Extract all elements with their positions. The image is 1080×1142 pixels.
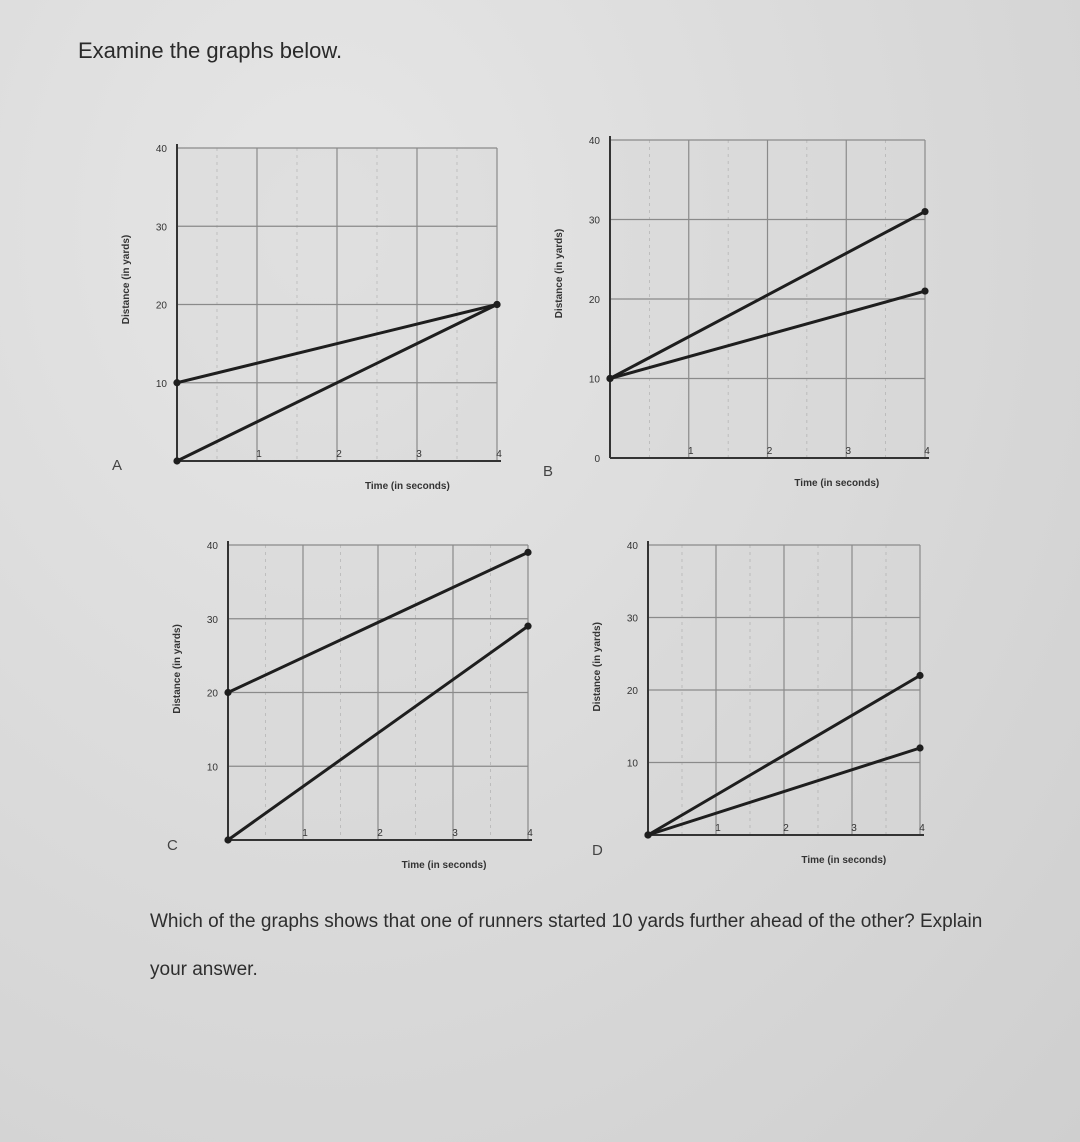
data-point xyxy=(921,208,928,215)
x-tick-label: 1 xyxy=(687,446,694,457)
x-tick-label: 1 xyxy=(302,828,308,839)
x-tick-label: 4 xyxy=(496,449,502,460)
data-point xyxy=(524,549,531,556)
x-tick-label: 4 xyxy=(924,446,930,457)
y-tick-label: 30 xyxy=(626,613,638,625)
graph-c xyxy=(167,541,533,871)
y-tick-label: 20 xyxy=(588,295,600,306)
y-tick-label: 20 xyxy=(626,686,638,697)
x-tick-label: 2 xyxy=(336,449,342,460)
y-tick-label: 10 xyxy=(206,762,218,774)
question-text: Which of the graphs shows that one of runners started 10 yards further ahead of the other? Explain your answer. xyxy=(150,911,983,980)
y-axis-title: Distance (in yards) xyxy=(121,234,132,325)
x-tick-label: 2 xyxy=(783,823,789,834)
data-point xyxy=(644,831,651,838)
x-tick-label: 3 xyxy=(851,823,857,834)
y-tick-label: 30 xyxy=(588,215,600,227)
y-tick-label: 30 xyxy=(206,614,218,626)
y-tick-label: 40 xyxy=(626,541,638,552)
y-axis-title: Distance (in yards) xyxy=(172,624,183,714)
data-point xyxy=(606,375,613,382)
y-tick-label: 20 xyxy=(206,688,218,700)
graph-d xyxy=(592,541,925,866)
data-point xyxy=(524,623,531,630)
y-tick-label: 40 xyxy=(155,144,167,155)
x-tick-label: 3 xyxy=(416,449,422,460)
x-axis-title: Time (in seconds) xyxy=(801,855,887,866)
x-tick-label: 1 xyxy=(715,823,721,834)
y-tick-label: 10 xyxy=(588,374,600,386)
x-tick-label: 3 xyxy=(452,828,458,839)
y-tick-label: 10 xyxy=(155,378,167,390)
x-axis-title: Time (in seconds) xyxy=(364,481,450,492)
panel-letter: C xyxy=(167,837,178,854)
data-point xyxy=(173,457,180,464)
panel-letter: B xyxy=(543,463,554,480)
y-tick-label: 20 xyxy=(155,300,167,312)
x-tick-label: 4 xyxy=(919,823,925,834)
y-tick-label: 40 xyxy=(206,541,218,552)
y-tick-label: 10 xyxy=(626,758,638,770)
y-tick-label: 30 xyxy=(155,222,167,234)
y-axis-title: Distance (in yards) xyxy=(592,622,603,712)
prompt-text: Examine the graphs below. xyxy=(78,38,343,63)
data-point xyxy=(224,836,231,843)
panel-letter: D xyxy=(592,842,603,859)
x-tick-label: 4 xyxy=(527,828,533,839)
data-point xyxy=(224,689,231,696)
data-point xyxy=(493,301,500,308)
x-tick-label: 1 xyxy=(256,449,262,460)
data-point xyxy=(921,287,928,294)
y-axis-title: Distance (in yards) xyxy=(554,228,565,319)
data-point xyxy=(916,744,923,751)
y-tick-label: 40 xyxy=(588,136,600,147)
y-tick-label: 0 xyxy=(594,454,600,465)
x-axis-title: Time (in seconds) xyxy=(794,478,880,489)
x-tick-label: 2 xyxy=(377,828,383,839)
data-point xyxy=(916,672,923,679)
panel-letter: A xyxy=(112,457,123,474)
x-axis-title: Time (in seconds) xyxy=(401,860,487,871)
data-point xyxy=(173,379,180,386)
x-tick-label: 2 xyxy=(766,446,773,457)
graph-b xyxy=(543,136,930,489)
x-tick-label: 3 xyxy=(845,446,852,457)
graph-a xyxy=(112,144,502,492)
